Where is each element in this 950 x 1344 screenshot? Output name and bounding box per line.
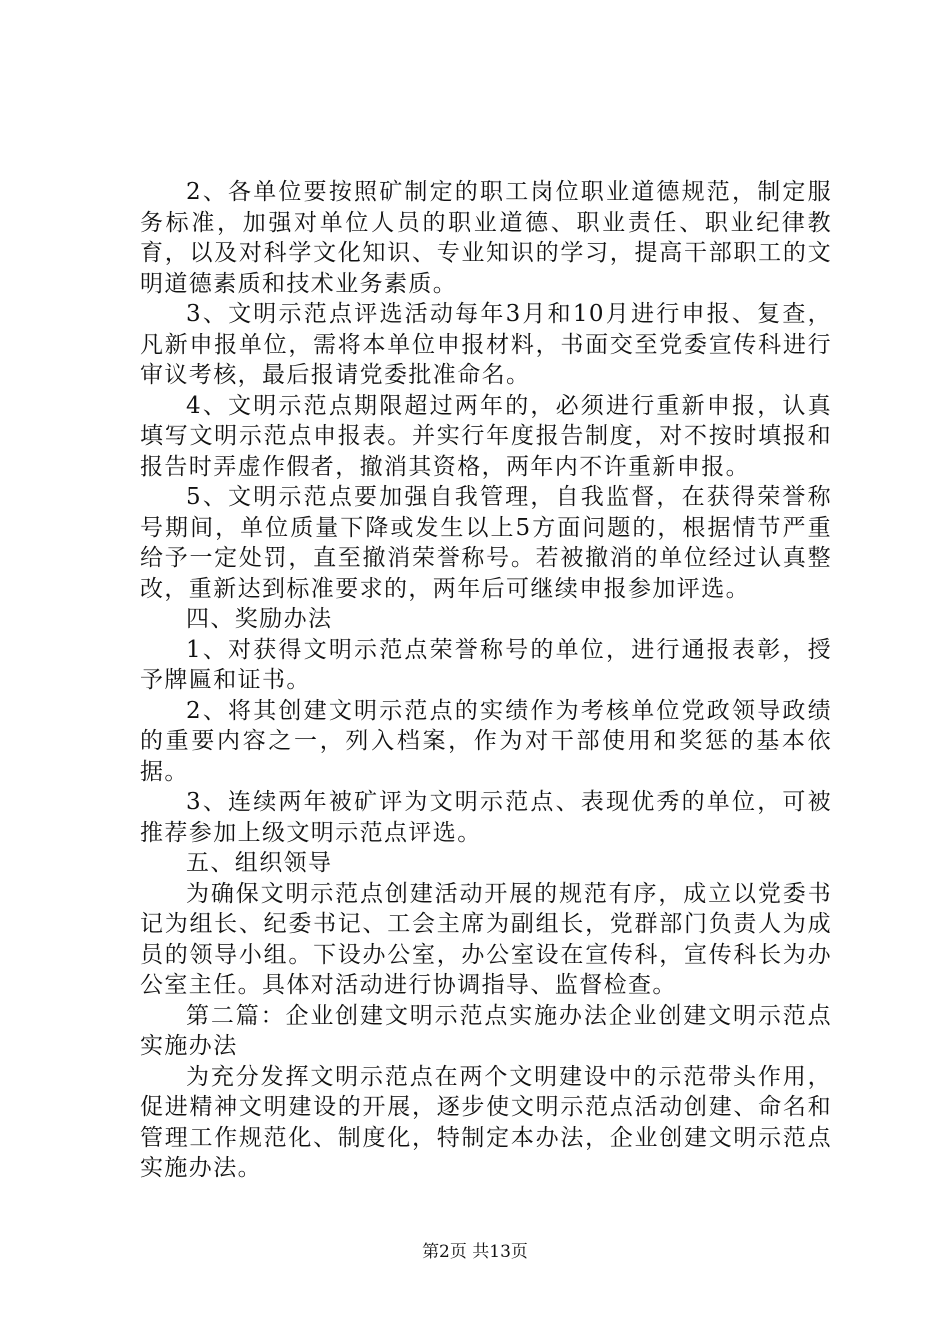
- paragraph-item-3: 3、文明示范点评选活动每年3月和10月进行申报、复查，凡新申报单位，需将本单位申报材料，书面交至党委宣传科进行审议考核，最后报请党委批准命名。: [140, 301, 832, 388]
- section-heading-leadership: 五、组织领导: [186, 850, 333, 876]
- chapter-title-second: 第二篇：企业创建文明示范点实施办法企业创建文明示范点实施办法: [140, 1002, 832, 1059]
- paragraph-reward-3: 3、连续两年被矿评为文明示范点、表现优秀的单位，可被推荐参加上级文明示范点评选。: [140, 789, 832, 846]
- section-heading-reward: 四、奖励办法: [186, 606, 333, 632]
- paragraph-intro: 为充分发挥文明示范点在两个文明建设中的示范带头作用，促进精神文明建设的开展，逐步使文明示范点活动创建、命名和管理工作规范化、制度化，特制定本办法，企业创建文明示范点实施办法。: [140, 1063, 832, 1181]
- paragraph-item-5: 5、文明示范点要加强自我管理，自我监督，在获得荣誉称号期间，单位质量下降或发生以上5方面问题的，根据情节严重给予一定处罚，直至撤消荣誉称号。若被撤消的单位经过认真整改，重新达到标准要求的，两年后可继续申报参加评选。: [140, 484, 832, 602]
- page-footer: 第2页 共13页: [422, 1242, 528, 1262]
- paragraph-reward-1: 1、对获得文明示范点荣誉称号的单位，进行通报表彰，授予牌匾和证书。: [140, 636, 832, 693]
- paragraph-item-2: 2、各单位要按照矿制定的职工岗位职业道德规范，制定服务标准，加强对单位人员的职业道德、职业责任、职业纪律教育，以及对科学文化知识、专业知识的学习，提高干部职工的文明道德素质和技术业务素质。: [140, 179, 832, 297]
- paragraph-leadership: 为确保文明示范点创建活动开展的规范有序，成立以党委书记为组长、纪委书记、工会主席为副组长，党群部门负责人为成员的领导小组。下设办公室，办公室设在宣传科，宣传科长为办公室主任。具体对活动进行协调指导、监督检查。: [140, 880, 832, 998]
- paragraph-reward-2: 2、将其创建文明示范点的实绩作为考核单位党政领导政绩的重要内容之一，列入档案，作为对干部使用和奖惩的基本依据。: [140, 697, 832, 785]
- document-body: [140, 177, 832, 1184]
- paragraph-item-4: 4、文明示范点期限超过两年的，必须进行重新申报，认真填写文明示范点申报表。并实行年度报告制度，对不按时填报和报告时弄虚作假者，撤消其资格，两年内不许重新申报。: [140, 392, 832, 480]
